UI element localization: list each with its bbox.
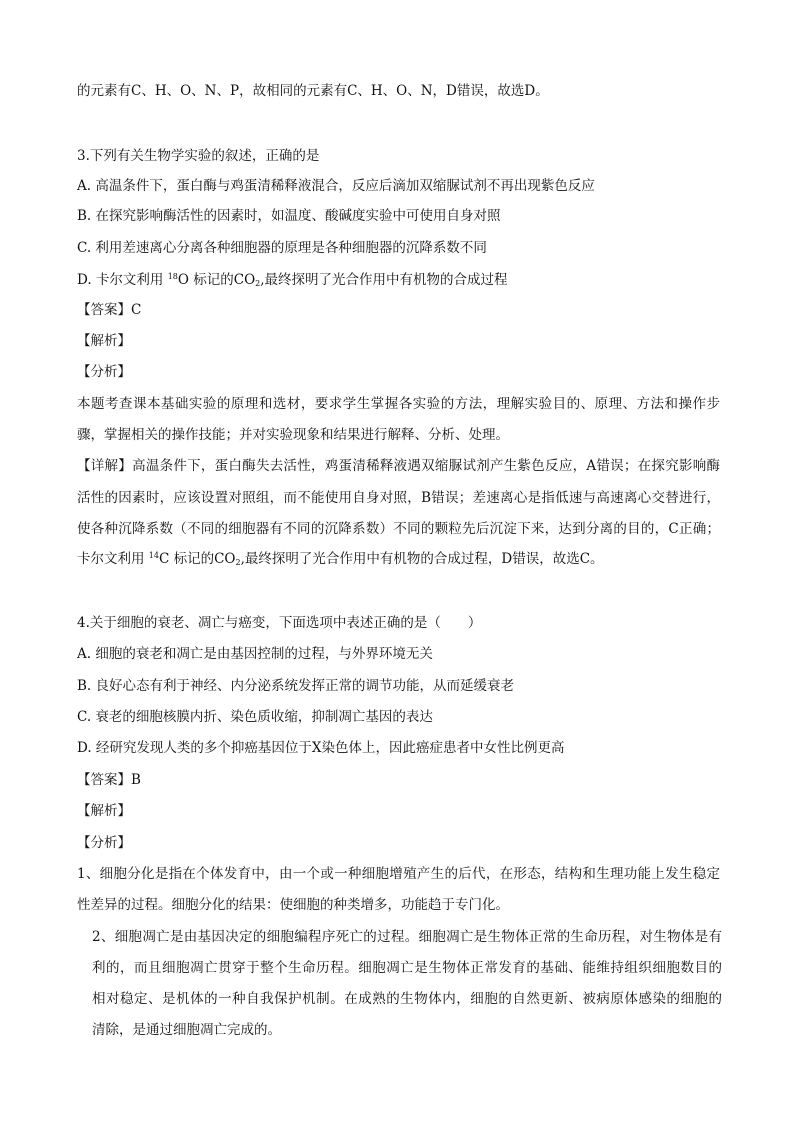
question-4-option-b: B. 良好心态有利于神经、内分泌系统发挥正常的调节功能，从而延缓衰老 (77, 678, 515, 694)
paragraph-continuation: 的元素有C、H、O、N、P，故相同的元素有C、H、O、N，D错误，故选D。 (77, 83, 549, 99)
question-4-point-2-line-1: 2、细胞凋亡是由基因决定的细胞编程序死亡的过程。细胞凋亡是生物体正常的生命历程，对生物体是有 (92, 929, 722, 945)
question-3-option-c: C. 利用差速离心分离各种细胞器的原理是各种细胞器的沉降系数不同 (77, 240, 487, 256)
question-3-option-a: A. 高温条件下，蛋白酶与鸡蛋清稀释液混合，反应后滴加双缩脲试剂不再出现紫色反应 (77, 178, 595, 194)
question-4-option-a: A. 细胞的衰老和凋亡是由基因控制的过程，与外界环境无关 (77, 646, 433, 662)
question-3-detail-line-4: 卡尔文利用 $^{14}$C 标记的$CO_2$,最终探明了光合作用中有机物的合成过程，D错误，故选C。 (77, 551, 604, 567)
question-3-detail-line-2: 活性的因素时，应该设置对照组，而不能使用自身对照，B错误；差速离心是指低速与高速离心交替进行， (77, 490, 720, 506)
question-4-point-2-line-4: 清除，是通过细胞凋亡完成的。 (92, 1022, 281, 1038)
question-4-point-1-line-1: 1、细胞分化是指在个体发育中，由一个或一种细胞增殖产生的后代，在形态，结构和生理功能上发生稳定 (77, 866, 720, 882)
question-3-stem: 3.下列有关生物学实验的叙述，正确的是 (77, 148, 320, 164)
question-4-option-d: D. 经研究发现人类的多个抑癌基因位于X染色体上，因此癌症患者中女性比例更高 (77, 740, 565, 756)
question-3-detail-line-1: 【详解】高温条件下，蛋白酶失去活性，鸡蛋清稀释液遇双缩脲试剂产生紫色反应，A错误；在探究影响酶 (77, 458, 720, 474)
question-4-answer: 【答案】B (77, 772, 141, 788)
question-4-jiexi-heading: 【解析】 (77, 803, 131, 819)
question-3-option-b: B. 在探究影响酶活性的因素时，如温度、酸碱度实验中可使用自身对照 (77, 208, 501, 224)
question-4-stem: 4.关于细胞的衰老、凋亡与癌变，下面选项中表述正确的是（ ） (77, 615, 482, 631)
question-3-option-d: D. 卡尔文利用 $^{18}$O 标记的$CO_2$,最终探明了光合作用中有机物的合成过程 (77, 272, 508, 288)
question-4-point-2-line-2: 利的，而且细胞凋亡贯穿于整个生命历程。细胞凋亡是生物体正常发育的基础、能维持组织细胞数目的 (92, 960, 722, 976)
question-3-fenxi-heading: 【分析】 (77, 364, 131, 380)
question-3-analysis-line-1: 本题考查课本基础实验的原理和选材，要求学生掌握各实验的方法，理解实验目的、原理、方法和操作步 (77, 396, 720, 412)
question-3-detail-line-3: 使各种沉降系数（不同的细胞器有不同的沉降系数）不同的颗粒先后沉淀下来，达到分离的目的，C正确； (77, 521, 720, 537)
question-4-option-c: C. 衰老的细胞核膜内折、染色质收缩，抑制凋亡基因的表达 (77, 709, 433, 725)
question-3-answer: 【答案】C (77, 302, 142, 318)
question-4-fenxi-heading: 【分析】 (77, 835, 131, 851)
question-3-jiexi-heading: 【解析】 (77, 333, 131, 349)
question-4-point-1-line-2: 性差异的过程。细胞分化的结果：使细胞的种类增多，功能趋于专门化。 (77, 897, 509, 913)
question-4-point-2-line-3: 相对稳定、是机体的一种自我保护机制。在成熟的生物体内，细胞的自然更新、被病原体感染的细胞的 (92, 991, 722, 1007)
question-3-analysis-line-2: 骤，掌握相关的操作技能；并对实验现象和结果进行解释、分析、处理。 (77, 427, 509, 443)
